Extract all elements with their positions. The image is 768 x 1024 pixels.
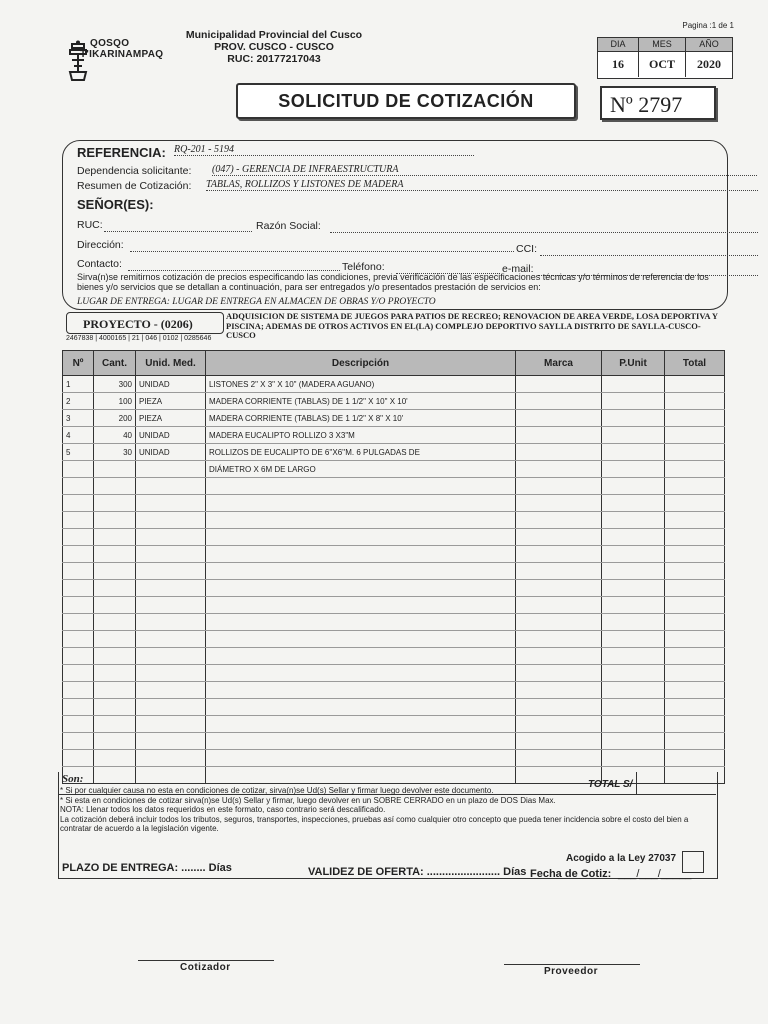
table-row: [63, 529, 725, 546]
cell-number: [63, 614, 94, 631]
cell-quantity: 200: [94, 410, 136, 427]
cell-total[interactable]: [665, 614, 725, 631]
cell-brand[interactable]: [516, 376, 602, 393]
cell-number: 1: [63, 376, 94, 393]
cell-number: 2: [63, 393, 94, 410]
reference-label: REFERENCIA:: [77, 145, 166, 160]
cell-description: [206, 580, 516, 597]
cell-number: [63, 682, 94, 699]
project-label: PROYECTO - (0206): [66, 312, 224, 334]
cell-quantity: [94, 597, 136, 614]
cell-unit-price[interactable]: [602, 614, 665, 631]
cell-unit: UNIDAD: [136, 444, 206, 461]
summary-label: Resumen de Cotización:: [77, 180, 192, 192]
cell-description: [206, 665, 516, 682]
cell-description: [206, 546, 516, 563]
table-row: [63, 733, 725, 750]
cell-unit-price[interactable]: [602, 716, 665, 733]
cell-unit: [136, 665, 206, 682]
cell-total[interactable]: [665, 529, 725, 546]
note-3: NOTA: Llenar todos los datos requeridos en este formato, caso contrario será descalificado.: [60, 805, 386, 814]
note-2: * Si esta en condiciones de cotizar sirva(n)se Ud(s) Sellar y firmar, luego devolver en un SOBRE CERRADO en un plazo de DOS Dias Max.: [60, 795, 556, 805]
cell-unit-price[interactable]: [602, 580, 665, 597]
table-row: [63, 461, 725, 478]
cell-unit-price[interactable]: [602, 393, 665, 410]
cell-unit: UNIDAD: [136, 376, 206, 393]
direccion-label: Dirección:: [77, 239, 124, 251]
cell-unit: [136, 682, 206, 699]
cell-unit-price[interactable]: [602, 546, 665, 563]
logo-line-2: T'IKARINAMPAQ: [80, 49, 164, 60]
table-row: [63, 427, 725, 444]
table-row: [63, 546, 725, 563]
cell-unit: [136, 631, 206, 648]
cell-description: [206, 750, 516, 767]
cell-brand[interactable]: [516, 597, 602, 614]
cell-description: [206, 614, 516, 631]
cci-field[interactable]: [540, 247, 758, 256]
cell-number: [63, 699, 94, 716]
notes-block: [60, 786, 720, 834]
table-row: [63, 648, 725, 665]
org-ruc: RUC: 20177217043: [227, 53, 321, 65]
cell-unit: [136, 529, 206, 546]
cell-unit-price[interactable]: [602, 699, 665, 716]
cell-description: [206, 512, 516, 529]
col-header-brand: Marca: [516, 351, 602, 376]
cell-total[interactable]: [665, 631, 725, 648]
cell-brand[interactable]: [516, 546, 602, 563]
items-table: [62, 350, 725, 784]
day-value: 16: [598, 52, 639, 77]
col-header-number: Nº: [63, 351, 94, 376]
cell-total[interactable]: [665, 461, 725, 478]
cell-brand[interactable]: [516, 478, 602, 495]
logo-emblem-icon: [66, 40, 90, 82]
cell-quantity: [94, 563, 136, 580]
document-title: SOLICITUD DE COTIZACIÓN: [236, 83, 576, 119]
cell-unit-price[interactable]: [602, 427, 665, 444]
cell-brand[interactable]: [516, 631, 602, 648]
fecha-cotizacion-label: Fecha de Cotiz:: [530, 868, 612, 880]
cell-unit-price[interactable]: [602, 376, 665, 393]
cell-quantity: [94, 461, 136, 478]
cell-unit: [136, 580, 206, 597]
cell-unit: [136, 716, 206, 733]
cell-total[interactable]: [665, 733, 725, 750]
cell-quantity: [94, 495, 136, 512]
cell-brand[interactable]: [516, 410, 602, 427]
col-header-total: Total: [665, 351, 725, 376]
logo-line-1: QOSQO: [90, 38, 130, 49]
cell-unit: [136, 750, 206, 767]
cell-quantity: [94, 529, 136, 546]
cell-unit: [136, 648, 206, 665]
cotizador-signature-line: [138, 960, 274, 961]
cell-description: [206, 631, 516, 648]
cell-unit-price[interactable]: [602, 563, 665, 580]
cell-quantity: 100: [94, 393, 136, 410]
cci-label: CCI:: [516, 243, 537, 255]
cell-unit: [136, 461, 206, 478]
cell-unit: UNIDAD: [136, 427, 206, 444]
table-row: [63, 631, 725, 648]
ley-label: Acogido a la Ley 27037: [566, 853, 677, 864]
cell-total[interactable]: [665, 682, 725, 699]
cell-number: [63, 478, 94, 495]
cell-unit: [136, 699, 206, 716]
contacto-field[interactable]: [128, 262, 340, 271]
cell-total[interactable]: [665, 597, 725, 614]
table-row: [63, 376, 725, 393]
cell-number: [63, 495, 94, 512]
cell-number: 5: [63, 444, 94, 461]
cell-unit: PIEZA: [136, 393, 206, 410]
email-label: e-mail:: [502, 263, 534, 275]
cell-unit-price[interactable]: [602, 529, 665, 546]
cell-total[interactable]: [665, 427, 725, 444]
cell-quantity: 40: [94, 427, 136, 444]
cell-number: [63, 580, 94, 597]
cell-quantity: [94, 750, 136, 767]
cell-description: [206, 699, 516, 716]
cell-number: [63, 716, 94, 733]
table-row: [63, 614, 725, 631]
cell-brand[interactable]: [516, 393, 602, 410]
cell-unit: [136, 546, 206, 563]
validez-oferta: VALIDEZ DE OFERTA: ........................ Días: [308, 866, 527, 878]
cell-number: [63, 461, 94, 478]
summary-value: TABLAS, ROLLIZOS Y LISTONES DE MADERA: [206, 179, 758, 191]
table-row: [63, 393, 725, 410]
cell-description: [206, 563, 516, 580]
plazo-entrega: PLAZO DE ENTREGA: ........ Días: [62, 862, 232, 874]
ruc-label: RUC:: [77, 219, 103, 231]
day-label: DIA: [598, 38, 639, 52]
ruc-field[interactable]: [104, 223, 252, 232]
cell-number: [63, 648, 94, 665]
cell-total[interactable]: [665, 495, 725, 512]
cell-brand[interactable]: [516, 427, 602, 444]
org-name: Municipalidad Provincial del Cusco: [185, 29, 363, 41]
cell-unit: [136, 597, 206, 614]
cell-description: [206, 733, 516, 750]
cell-number: [63, 631, 94, 648]
cell-unit-price[interactable]: [602, 495, 665, 512]
cell-unit-price[interactable]: [602, 682, 665, 699]
cell-total[interactable]: [665, 512, 725, 529]
cell-total[interactable]: [665, 563, 725, 580]
cell-quantity: [94, 716, 136, 733]
cell-total[interactable]: [665, 665, 725, 682]
cell-unit-price[interactable]: [602, 665, 665, 682]
cell-brand[interactable]: [516, 665, 602, 682]
month-value: OCT: [639, 52, 686, 77]
cell-unit-price[interactable]: [602, 648, 665, 665]
cell-unit: [136, 614, 206, 631]
table-row: [63, 495, 725, 512]
cell-number: [63, 733, 94, 750]
cell-total[interactable]: [665, 410, 725, 427]
cell-total[interactable]: [665, 648, 725, 665]
cotizador-label: Cotizador: [180, 962, 231, 973]
cell-quantity: [94, 699, 136, 716]
cell-quantity: [94, 648, 136, 665]
cell-description: ROLLIZOS DE EUCALIPTO DE 6''X6''M. 6 PULGADAS DE: [206, 444, 516, 461]
cell-quantity: [94, 512, 136, 529]
cell-total[interactable]: [665, 580, 725, 597]
razon-social-field[interactable]: [330, 224, 758, 233]
cell-quantity: 300: [94, 376, 136, 393]
cell-quantity: [94, 478, 136, 495]
cell-unit: PIEZA: [136, 410, 206, 427]
table-row: [63, 597, 725, 614]
org-location: PROV. CUSCO - CUSCO: [214, 41, 334, 53]
cell-unit: [136, 478, 206, 495]
proveedor-label: Proveedor: [544, 966, 598, 977]
table-row: [63, 563, 725, 580]
cell-quantity: [94, 733, 136, 750]
cell-unit: [136, 563, 206, 580]
cell-description: LISTONES 2" X 3" X 10" (MADERA AGUANO): [206, 376, 516, 393]
month-label: MES: [639, 38, 686, 52]
cell-number: [63, 563, 94, 580]
cell-total[interactable]: [665, 376, 725, 393]
delivery-place: LUGAR DE ENTREGA: LUGAR DE ENTREGA EN ALMACEN DE OBRAS Y/O PROYECTO: [77, 297, 436, 307]
cell-description: [206, 648, 516, 665]
cell-quantity: [94, 631, 136, 648]
cell-brand[interactable]: [516, 733, 602, 750]
cell-number: [63, 546, 94, 563]
cell-brand[interactable]: [516, 699, 602, 716]
cell-number: 3: [63, 410, 94, 427]
cell-number: [63, 597, 94, 614]
cell-description: DIÁMETRO X 6M DE LARGO: [206, 461, 516, 478]
cell-quantity: [94, 682, 136, 699]
table-row: [63, 699, 725, 716]
col-header-unit: Unid. Med.: [136, 351, 206, 376]
cell-unit-price[interactable]: [602, 478, 665, 495]
cell-quantity: [94, 546, 136, 563]
cell-total[interactable]: [665, 750, 725, 767]
cell-unit: [136, 733, 206, 750]
contacto-label: Contacto:: [77, 258, 122, 270]
cell-unit-price[interactable]: [602, 750, 665, 767]
note-4: La cotización deberá incluir todos los tributos, seguros, transportes, inspecciones, pruebas así como cualquier otro concepto que pueda tener incidencia sobre el costo del bien a contratar de acuerdo a la legislación vigente.: [60, 814, 689, 833]
cell-unit: [136, 512, 206, 529]
fecha-cotizacion-field[interactable]: ___/___/_____: [618, 868, 692, 880]
cell-description: MADERA CORRIENTE (TABLAS) DE 1 1/2" X 8" X 10': [206, 410, 516, 427]
senores-label: SEÑOR(ES):: [77, 197, 154, 212]
cell-number: [63, 512, 94, 529]
cell-total[interactable]: [665, 478, 725, 495]
cell-brand[interactable]: [516, 495, 602, 512]
table-row: [63, 682, 725, 699]
table-row: [63, 478, 725, 495]
cell-number: [63, 665, 94, 682]
direccion-field[interactable]: [130, 243, 514, 252]
year-label: AÑO: [686, 38, 732, 52]
cell-brand[interactable]: [516, 461, 602, 478]
son-label: Son:: [62, 773, 84, 785]
razon-social-label: Razón Social:: [256, 220, 321, 232]
dependency-value: (047) - GERENCIA DE INFRAESTRUCTURA: [212, 164, 757, 176]
cell-brand[interactable]: [516, 563, 602, 580]
reference-value: RQ-201 - 5194: [174, 144, 474, 156]
cell-quantity: 30: [94, 444, 136, 461]
table-header-row: [63, 351, 725, 376]
cell-number: [63, 529, 94, 546]
page-indicator: Pagina :1 de 1: [682, 21, 734, 30]
cell-brand[interactable]: [516, 444, 602, 461]
cell-brand[interactable]: [516, 682, 602, 699]
cell-unit-price[interactable]: [602, 631, 665, 648]
cell-description: [206, 495, 516, 512]
cell-unit-price[interactable]: [602, 512, 665, 529]
table-row: [63, 580, 725, 597]
cell-quantity: [94, 665, 136, 682]
project-code: 2467838 | 4000165 | 21 | 046 | 0102 | 0285646: [66, 335, 212, 342]
year-value: 2020: [697, 57, 721, 71]
cell-unit-price[interactable]: [602, 444, 665, 461]
cell-unit-price[interactable]: [602, 410, 665, 427]
cell-brand[interactable]: [516, 614, 602, 631]
table-row: [63, 665, 725, 682]
note-1: * Si por cualquier causa no esta en condiciones de cotizar, sirva(n)se Ud(s) Sellar y firmar luego devolver este documento.: [60, 786, 494, 795]
cell-unit-price[interactable]: [602, 597, 665, 614]
cell-brand[interactable]: [516, 529, 602, 546]
document-number: Nº 2797: [600, 86, 716, 120]
project-description: ADQUISICION DE SISTEMA DE JUEGOS PARA PATIOS DE RECREO; RENOVACION DE AREA VERDE, LOSA DEPORTIVA Y PISCINA; ADEMAS DE OTROS ACTIVOS EN EL(LA) COMPLEJO DEPORTIVO SAYLLA DISTRITO DE SAYLLA-CUSCO-CUSCO: [226, 311, 718, 340]
cell-quantity: [94, 614, 136, 631]
dependency-label: Dependencia solicitante:: [77, 165, 192, 177]
date-box: [597, 37, 733, 79]
cell-total[interactable]: [665, 444, 725, 461]
cell-description: [206, 478, 516, 495]
cell-number: 4: [63, 427, 94, 444]
cell-description: [206, 716, 516, 733]
cell-unit-price[interactable]: [602, 461, 665, 478]
cell-brand[interactable]: [516, 750, 602, 767]
cell-total[interactable]: [665, 699, 725, 716]
table-row: [63, 410, 725, 427]
total-label: TOTAL S/: [588, 779, 633, 790]
cell-number: [63, 750, 94, 767]
cell-total[interactable]: [665, 716, 725, 733]
instructions-text: Sirva(n)se remitirnos cotización de precios especificando las condiciones, previa verificación de las especificaciones técnicas y/o términos de referencia de los bienes y/o servicios que se detallan a continuación, para ser entregados y/o presentados prestación de servicios en:: [77, 272, 709, 292]
cell-brand[interactable]: [516, 648, 602, 665]
cell-description: MADERA CORRIENTE (TABLAS) DE 1 1/2" X 10" X 10': [206, 393, 516, 410]
cell-brand[interactable]: [516, 512, 602, 529]
cell-description: [206, 597, 516, 614]
table-row: [63, 750, 725, 767]
cell-brand[interactable]: [516, 580, 602, 597]
cell-description: MADERA EUCALIPTO ROLLIZO 3 X3"M: [206, 427, 516, 444]
cell-description: [206, 682, 516, 699]
table-row: [63, 444, 725, 461]
table-row: [63, 716, 725, 733]
col-header-description: Descripción: [206, 351, 516, 376]
cell-brand[interactable]: [516, 716, 602, 733]
cell-total[interactable]: [665, 546, 725, 563]
cell-unit: [136, 495, 206, 512]
telefono-label: Teléfono:: [342, 261, 385, 273]
col-header-quantity: Cant.: [94, 351, 136, 376]
cell-total[interactable]: [665, 393, 725, 410]
proveedor-signature-line: [504, 964, 640, 965]
cell-description: [206, 529, 516, 546]
table-row: [63, 512, 725, 529]
cell-unit-price[interactable]: [602, 733, 665, 750]
header-block: [168, 29, 380, 65]
col-header-unit-price: P.Unit: [602, 351, 665, 376]
cell-quantity: [94, 580, 136, 597]
